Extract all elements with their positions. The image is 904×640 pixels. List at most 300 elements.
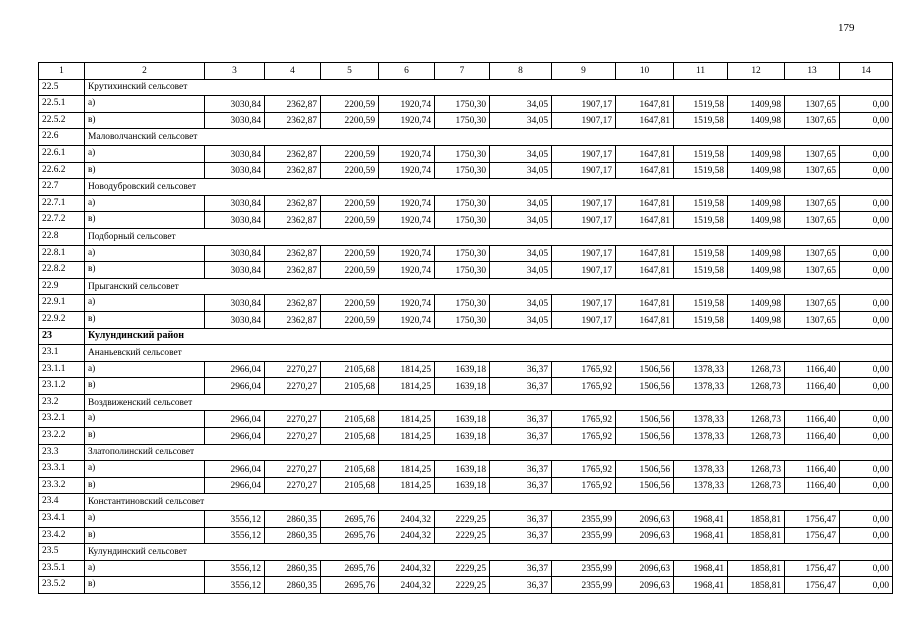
table-row [39, 245, 893, 262]
row-code: 23.4 [39, 494, 85, 511]
value-cell: 1756,47 [785, 577, 840, 594]
value-cell: 1409,98 [728, 212, 785, 229]
value-cell: 1519,58 [674, 245, 728, 262]
section-row [39, 79, 893, 96]
header-cell: 7 [435, 63, 490, 80]
value-cell: 2200,59 [321, 262, 379, 279]
value-cell: 1968,41 [674, 511, 728, 528]
value-cell: 1765,92 [552, 411, 616, 428]
value-cell: 1647,81 [616, 112, 674, 129]
value-cell: 2200,59 [321, 112, 379, 129]
row-label: в) [85, 577, 205, 594]
header-cell: 2 [85, 63, 205, 80]
value-cell: 1907,17 [552, 145, 616, 162]
value-cell: 1920,74 [379, 162, 435, 179]
value-cell: 1166,40 [785, 428, 840, 445]
value-cell: 1907,17 [552, 96, 616, 113]
value-cell: 1519,58 [674, 311, 728, 328]
value-cell: 34,05 [490, 195, 552, 212]
table-row [39, 195, 893, 212]
value-cell: 1750,30 [435, 245, 490, 262]
value-cell: 34,05 [490, 295, 552, 312]
value-cell: 1907,17 [552, 311, 616, 328]
section-row [39, 345, 893, 362]
section-name: Маловолчанский сельсовет [85, 129, 893, 146]
value-cell: 2270,27 [265, 428, 321, 445]
section-row [39, 129, 893, 146]
section-name: Новодубровский сельсовет [85, 179, 893, 196]
row-code: 23.1.2 [39, 378, 85, 395]
row-code: 23.1.1 [39, 361, 85, 378]
table-row [39, 461, 893, 478]
table-row [39, 477, 893, 494]
value-cell: 36,37 [490, 511, 552, 528]
value-cell: 3030,84 [205, 145, 265, 162]
value-cell: 1519,58 [674, 295, 728, 312]
value-cell: 1307,65 [785, 145, 840, 162]
value-cell: 2966,04 [205, 378, 265, 395]
row-code: 22.5.1 [39, 96, 85, 113]
value-cell: 3030,84 [205, 212, 265, 229]
value-cell: 1750,30 [435, 112, 490, 129]
row-label: а) [85, 511, 205, 528]
value-cell: 1639,18 [435, 361, 490, 378]
value-cell: 1647,81 [616, 311, 674, 328]
value-cell: 2105,68 [321, 411, 379, 428]
row-code: 22.9.2 [39, 311, 85, 328]
value-cell: 2362,87 [265, 145, 321, 162]
table-row [39, 96, 893, 113]
value-cell: 1968,41 [674, 577, 728, 594]
value-cell: 2355,99 [552, 527, 616, 544]
value-cell: 1814,25 [379, 411, 435, 428]
value-cell: 36,37 [490, 461, 552, 478]
value-cell: 2270,27 [265, 461, 321, 478]
value-cell: 1506,56 [616, 378, 674, 395]
value-cell: 1268,73 [728, 411, 785, 428]
row-label: а) [85, 461, 205, 478]
value-cell: 1307,65 [785, 195, 840, 212]
value-cell: 1814,25 [379, 428, 435, 445]
section-name: Подборный сельсовет [85, 228, 893, 245]
value-cell: 2105,68 [321, 428, 379, 445]
row-code: 22.7 [39, 179, 85, 196]
row-label: в) [85, 112, 205, 129]
value-cell: 1858,81 [728, 511, 785, 528]
value-cell: 1750,30 [435, 262, 490, 279]
value-cell: 1307,65 [785, 245, 840, 262]
row-label: а) [85, 195, 205, 212]
value-cell: 2229,25 [435, 560, 490, 577]
value-cell: 2404,32 [379, 527, 435, 544]
table-row [39, 145, 893, 162]
value-cell: 1907,17 [552, 112, 616, 129]
value-cell: 1307,65 [785, 212, 840, 229]
table-body [39, 63, 893, 594]
value-cell: 1166,40 [785, 378, 840, 395]
value-cell: 2105,68 [321, 461, 379, 478]
value-cell: 1647,81 [616, 145, 674, 162]
row-label: в) [85, 262, 205, 279]
value-cell: 1920,74 [379, 311, 435, 328]
value-cell: 0,00 [840, 295, 893, 312]
value-cell: 1920,74 [379, 245, 435, 262]
value-cell: 1639,18 [435, 428, 490, 445]
value-cell: 34,05 [490, 162, 552, 179]
value-cell: 1506,56 [616, 428, 674, 445]
value-cell: 1409,98 [728, 311, 785, 328]
value-cell: 1409,98 [728, 295, 785, 312]
value-cell: 2966,04 [205, 411, 265, 428]
value-cell: 1750,30 [435, 96, 490, 113]
row-code: 23.2 [39, 394, 85, 411]
value-cell: 2200,59 [321, 245, 379, 262]
value-cell: 2270,27 [265, 477, 321, 494]
row-label: в) [85, 162, 205, 179]
value-cell: 3030,84 [205, 262, 265, 279]
value-cell: 0,00 [840, 96, 893, 113]
value-cell: 1506,56 [616, 461, 674, 478]
table-row [39, 262, 893, 279]
value-cell: 1166,40 [785, 477, 840, 494]
value-cell: 2362,87 [265, 311, 321, 328]
value-cell: 1920,74 [379, 262, 435, 279]
value-cell: 1920,74 [379, 96, 435, 113]
value-cell: 2362,87 [265, 96, 321, 113]
header-cell: 9 [552, 63, 616, 80]
value-cell: 1519,58 [674, 195, 728, 212]
value-cell: 1750,30 [435, 145, 490, 162]
header-cell: 5 [321, 63, 379, 80]
section-row [39, 444, 893, 461]
value-cell: 2355,99 [552, 577, 616, 594]
value-cell: 2270,27 [265, 411, 321, 428]
value-cell: 0,00 [840, 162, 893, 179]
value-cell: 2096,63 [616, 511, 674, 528]
value-cell: 1968,41 [674, 527, 728, 544]
row-label: в) [85, 212, 205, 229]
value-cell: 2200,59 [321, 145, 379, 162]
header-cell: 8 [490, 63, 552, 80]
value-cell: 1409,98 [728, 162, 785, 179]
value-cell: 3556,12 [205, 527, 265, 544]
value-cell: 0,00 [840, 428, 893, 445]
value-cell: 1409,98 [728, 96, 785, 113]
value-cell: 2200,59 [321, 295, 379, 312]
value-cell: 36,37 [490, 477, 552, 494]
value-cell: 1307,65 [785, 96, 840, 113]
section-row [39, 544, 893, 561]
header-cell: 11 [674, 63, 728, 80]
value-cell: 1907,17 [552, 195, 616, 212]
value-cell: 2229,25 [435, 527, 490, 544]
value-cell: 2105,68 [321, 378, 379, 395]
table-row [39, 560, 893, 577]
value-cell: 1378,33 [674, 428, 728, 445]
value-cell: 0,00 [840, 245, 893, 262]
row-label: а) [85, 560, 205, 577]
row-code: 23.2.1 [39, 411, 85, 428]
value-cell: 2695,76 [321, 527, 379, 544]
value-cell: 3556,12 [205, 560, 265, 577]
value-cell: 36,37 [490, 527, 552, 544]
value-cell: 2860,35 [265, 511, 321, 528]
value-cell: 36,37 [490, 560, 552, 577]
value-cell: 0,00 [840, 361, 893, 378]
value-cell: 2200,59 [321, 212, 379, 229]
value-cell: 1307,65 [785, 311, 840, 328]
value-cell: 1519,58 [674, 112, 728, 129]
value-cell: 34,05 [490, 311, 552, 328]
row-label: в) [85, 477, 205, 494]
value-cell: 2695,76 [321, 577, 379, 594]
value-cell: 2404,32 [379, 560, 435, 577]
value-cell: 2966,04 [205, 428, 265, 445]
value-cell: 34,05 [490, 96, 552, 113]
value-cell: 2362,87 [265, 162, 321, 179]
value-cell: 0,00 [840, 311, 893, 328]
value-cell: 1647,81 [616, 195, 674, 212]
row-label: в) [85, 311, 205, 328]
value-cell: 0,00 [840, 527, 893, 544]
value-cell: 36,37 [490, 378, 552, 395]
page-number: 179 [838, 22, 855, 34]
value-cell: 1814,25 [379, 361, 435, 378]
value-cell: 1907,17 [552, 162, 616, 179]
value-cell: 1765,92 [552, 428, 616, 445]
row-code: 22.9.1 [39, 295, 85, 312]
value-cell: 2404,32 [379, 511, 435, 528]
value-cell: 2355,99 [552, 511, 616, 528]
section-name: Константиновский сельсовет [85, 494, 893, 511]
header-cell: 6 [379, 63, 435, 80]
value-cell: 0,00 [840, 577, 893, 594]
header-row [39, 63, 893, 80]
value-cell: 1647,81 [616, 96, 674, 113]
section-row [39, 179, 893, 196]
value-cell: 1409,98 [728, 245, 785, 262]
value-cell: 1378,33 [674, 477, 728, 494]
table-row [39, 212, 893, 229]
value-cell: 34,05 [490, 212, 552, 229]
value-cell: 1907,17 [552, 212, 616, 229]
value-cell: 1639,18 [435, 378, 490, 395]
value-cell: 2966,04 [205, 477, 265, 494]
value-cell: 1639,18 [435, 461, 490, 478]
district-row [39, 328, 893, 345]
value-cell: 1378,33 [674, 361, 728, 378]
value-cell: 1858,81 [728, 577, 785, 594]
value-cell: 1750,30 [435, 195, 490, 212]
table-row [39, 511, 893, 528]
section-name: Воздвиженский сельсовет [85, 394, 893, 411]
value-cell: 1814,25 [379, 477, 435, 494]
value-cell: 2096,63 [616, 527, 674, 544]
table-row [39, 162, 893, 179]
value-cell: 2200,59 [321, 195, 379, 212]
value-cell: 2362,87 [265, 112, 321, 129]
value-cell: 1409,98 [728, 145, 785, 162]
value-cell: 1307,65 [785, 162, 840, 179]
table-row [39, 311, 893, 328]
value-cell: 1378,33 [674, 378, 728, 395]
value-cell: 1307,65 [785, 262, 840, 279]
value-cell: 1409,98 [728, 112, 785, 129]
value-cell: 34,05 [490, 245, 552, 262]
row-code: 22.6.1 [39, 145, 85, 162]
value-cell: 2695,76 [321, 560, 379, 577]
value-cell: 2362,87 [265, 212, 321, 229]
header-cell: 1 [39, 63, 85, 80]
header-cell: 10 [616, 63, 674, 80]
value-cell: 3030,84 [205, 112, 265, 129]
value-cell: 1268,73 [728, 477, 785, 494]
value-cell: 2270,27 [265, 361, 321, 378]
value-cell: 1750,30 [435, 311, 490, 328]
row-label: а) [85, 295, 205, 312]
row-label: а) [85, 361, 205, 378]
section-name: Ананьевский сельсовет [85, 345, 893, 362]
header-cell: 14 [840, 63, 893, 80]
value-cell: 1765,92 [552, 361, 616, 378]
header-cell: 3 [205, 63, 265, 80]
value-cell: 1907,17 [552, 262, 616, 279]
value-cell: 0,00 [840, 560, 893, 577]
row-code: 23.5.2 [39, 577, 85, 594]
row-code: 22.8.1 [39, 245, 85, 262]
header-cell: 13 [785, 63, 840, 80]
value-cell: 1166,40 [785, 461, 840, 478]
value-cell: 1920,74 [379, 145, 435, 162]
row-code: 23.3.2 [39, 477, 85, 494]
row-code: 22.5.2 [39, 112, 85, 129]
section-name: Крутихинский сельсовет [85, 79, 893, 96]
value-cell: 1858,81 [728, 527, 785, 544]
row-code: 22.7.2 [39, 212, 85, 229]
value-cell: 1268,73 [728, 461, 785, 478]
table-row [39, 295, 893, 312]
value-cell: 1750,30 [435, 295, 490, 312]
value-cell: 1647,81 [616, 162, 674, 179]
district-name: Кулундинский район [85, 328, 893, 345]
row-code: 22.8.2 [39, 262, 85, 279]
value-cell: 1920,74 [379, 112, 435, 129]
value-cell: 1814,25 [379, 461, 435, 478]
value-cell: 1765,92 [552, 461, 616, 478]
value-cell: 1519,58 [674, 96, 728, 113]
value-cell: 2362,87 [265, 245, 321, 262]
value-cell: 1920,74 [379, 195, 435, 212]
value-cell: 1756,47 [785, 560, 840, 577]
row-code: 23.5.1 [39, 560, 85, 577]
table-row [39, 577, 893, 594]
value-cell: 2362,87 [265, 295, 321, 312]
table-row [39, 428, 893, 445]
section-name: Златополинский сельсовет [85, 444, 893, 461]
value-cell: 2096,63 [616, 577, 674, 594]
value-cell: 2966,04 [205, 361, 265, 378]
value-cell: 1409,98 [728, 195, 785, 212]
value-cell: 1765,92 [552, 477, 616, 494]
value-cell: 1268,73 [728, 378, 785, 395]
value-cell: 1750,30 [435, 162, 490, 179]
value-cell: 2200,59 [321, 162, 379, 179]
row-code: 22.5 [39, 79, 85, 96]
row-label: а) [85, 96, 205, 113]
value-cell: 2355,99 [552, 560, 616, 577]
value-cell: 34,05 [490, 262, 552, 279]
value-cell: 3030,84 [205, 96, 265, 113]
value-cell: 2270,27 [265, 378, 321, 395]
value-cell: 1907,17 [552, 295, 616, 312]
row-label: в) [85, 428, 205, 445]
section-row [39, 394, 893, 411]
row-code: 22.6.2 [39, 162, 85, 179]
value-cell: 1409,98 [728, 262, 785, 279]
section-name: Прыганский сельсовет [85, 278, 893, 295]
table-row [39, 527, 893, 544]
value-cell: 2362,87 [265, 262, 321, 279]
value-cell: 0,00 [840, 477, 893, 494]
value-cell: 1378,33 [674, 461, 728, 478]
value-cell: 1647,81 [616, 212, 674, 229]
value-cell: 3556,12 [205, 577, 265, 594]
row-code: 22.8 [39, 228, 85, 245]
row-code: 23.5 [39, 544, 85, 561]
row-code: 22.7.1 [39, 195, 85, 212]
value-cell: 1307,65 [785, 295, 840, 312]
value-cell: 1519,58 [674, 212, 728, 229]
value-cell: 1756,47 [785, 511, 840, 528]
row-code: 23.2.2 [39, 428, 85, 445]
section-row [39, 228, 893, 245]
value-cell: 1166,40 [785, 411, 840, 428]
value-cell: 0,00 [840, 212, 893, 229]
value-cell: 2096,63 [616, 560, 674, 577]
header-cell: 4 [265, 63, 321, 80]
value-cell: 0,00 [840, 112, 893, 129]
value-cell: 36,37 [490, 577, 552, 594]
value-cell: 1166,40 [785, 361, 840, 378]
table-row [39, 378, 893, 395]
value-cell: 3030,84 [205, 245, 265, 262]
value-cell: 2695,76 [321, 511, 379, 528]
value-cell: 3556,12 [205, 511, 265, 528]
row-label: в) [85, 378, 205, 395]
value-cell: 3030,84 [205, 311, 265, 328]
value-cell: 1920,74 [379, 212, 435, 229]
value-cell: 2229,25 [435, 577, 490, 594]
value-cell: 1968,41 [674, 560, 728, 577]
value-cell: 1765,92 [552, 378, 616, 395]
row-code: 23.3.1 [39, 461, 85, 478]
value-cell: 1506,56 [616, 477, 674, 494]
value-cell: 0,00 [840, 511, 893, 528]
value-cell: 2105,68 [321, 477, 379, 494]
value-cell: 1907,17 [552, 245, 616, 262]
row-code: 22.6 [39, 129, 85, 146]
value-cell: 2105,68 [321, 361, 379, 378]
value-cell: 3030,84 [205, 162, 265, 179]
row-code: 23.3 [39, 444, 85, 461]
table-row [39, 411, 893, 428]
row-code: 23.1 [39, 345, 85, 362]
value-cell: 0,00 [840, 411, 893, 428]
table-row [39, 361, 893, 378]
value-cell: 2362,87 [265, 195, 321, 212]
value-cell: 1920,74 [379, 295, 435, 312]
value-cell: 36,37 [490, 361, 552, 378]
